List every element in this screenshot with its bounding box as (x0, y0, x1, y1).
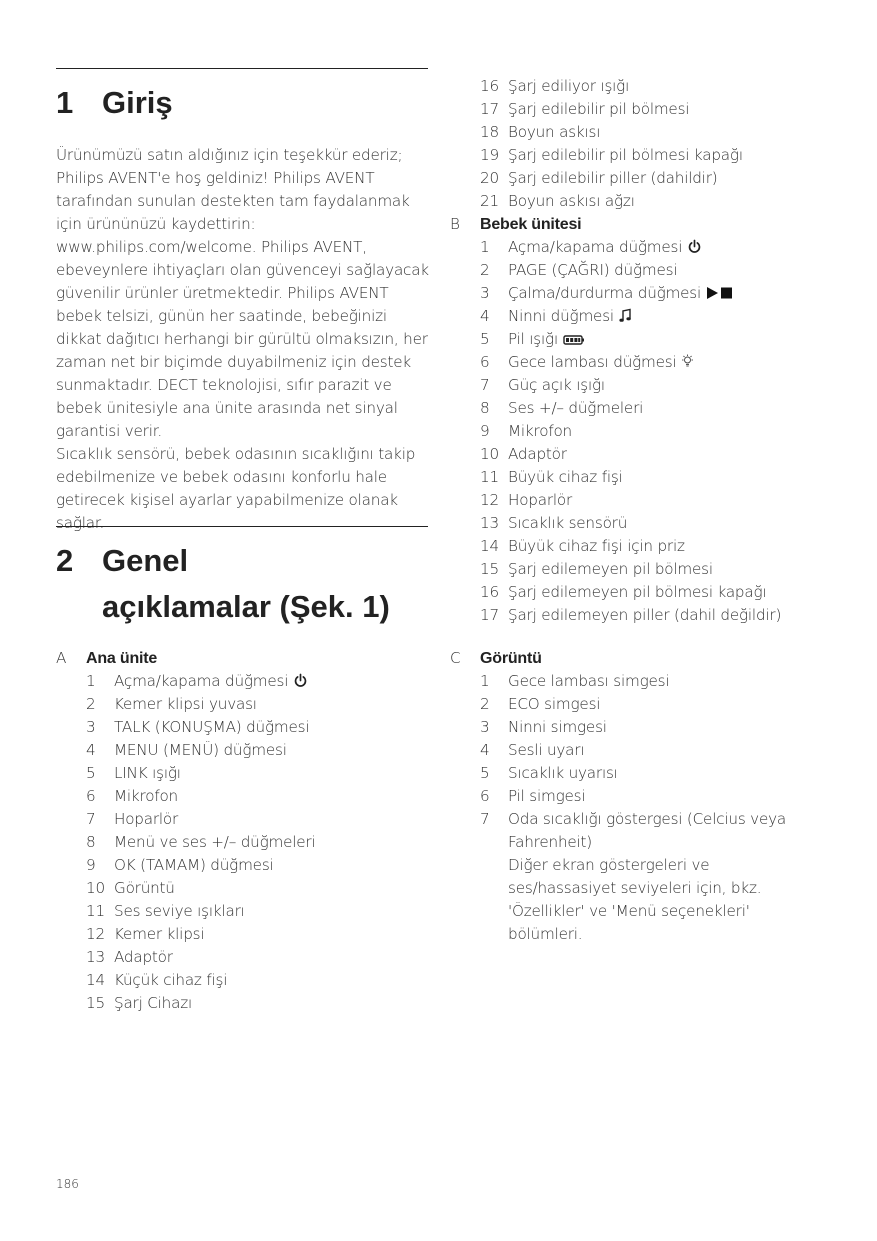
part-c-list (450, 670, 800, 946)
intro-paragraph-1: Ürünümüzü satın aldığınız için teşekkür ederiz; Philips AVENT'e hoş geldiniz! Philips AVENT tarafından sunulan destekten tam faydalanmak için ürününüzü kaydettirin: www.philips.com/welcome. Philips AVENT, ebeveynlere ihtiyaçları olan güvenceyi sağlayacak güvenilir ürünler üretmektedir. Philips AVENT bebek telsizi, günün her saatinde, bebeğinizi dikkat dağıtıcı herhangi bir gürültü olmaksızın, her zaman net bir biçimde duyabilmeniz için destek sunmaktadır. DECT teknolojisi, sıfır parazit ve bebek ünitesiyle ana ünite arasında net sinyal garantisi verir. (56, 146, 429, 440)
item-text: Şarj ediliyor ışığı (508, 77, 630, 95)
part-c (450, 647, 800, 946)
list-item (56, 693, 436, 716)
item-number: 14 (86, 971, 105, 989)
list-item (56, 785, 436, 808)
list-item (450, 558, 850, 581)
item-number: 2 (86, 695, 96, 713)
item-text: Şarj edilemeyen piller (dahil değildir) (508, 606, 782, 624)
part-c-title: Görüntü (480, 650, 542, 667)
list-item (56, 969, 436, 992)
list-item (450, 144, 850, 167)
item-text: Açma/kapama düğmesi (114, 672, 289, 690)
item-text: Mikrofon (508, 422, 572, 440)
list-item (450, 785, 800, 808)
section-2-heading (56, 538, 390, 630)
item-text: Adaptör (114, 948, 173, 966)
list-item (450, 535, 850, 558)
part-b-title: Bebek ünitesi (480, 216, 582, 233)
list-item (56, 831, 436, 854)
section-1-heading (56, 80, 173, 126)
item-number: 5 (480, 330, 490, 348)
item-text: Sesli uyarı (508, 741, 585, 759)
part-a-continued (450, 75, 850, 213)
list-item (450, 420, 850, 443)
item-text: Sıcaklık uyarısı (508, 764, 618, 782)
item-number: 1 (86, 672, 96, 690)
item-text: Şarj edilebilir pil bölmesi kapağı (508, 146, 743, 164)
item-text: Oda sıcaklığı göstergesi (Celcius veya Fahrenheit) (508, 810, 786, 851)
list-item (450, 190, 850, 213)
part-a-title: Ana ünite (86, 650, 158, 667)
item-text: PAGE (ÇAĞRI) düğmesi (508, 261, 678, 279)
item-number: 7 (86, 810, 96, 828)
item-number: 3 (480, 284, 490, 302)
item-number: 7 (480, 376, 490, 394)
item-number: 13 (86, 948, 105, 966)
part-c-heading (450, 647, 800, 670)
list-item (450, 236, 850, 259)
item-number: 6 (86, 787, 96, 805)
list-item (450, 670, 800, 693)
list-item (56, 670, 436, 693)
item-note: Diğer ekran göstergeleri ve ses/hassasiyet seviyeleri için, bkz. 'Özellikler' ve 'Menü seçenekleri' bölümleri. (508, 856, 762, 943)
list-item (450, 305, 850, 328)
part-a-list-continued (450, 75, 850, 213)
item-text: TALK (KONUŞMA) düğmesi (114, 718, 310, 736)
list-item (450, 489, 850, 512)
item-text: ECO simgesi (508, 695, 601, 713)
list-item (450, 604, 850, 627)
list-item (56, 808, 436, 831)
item-number: 3 (480, 718, 490, 736)
part-a-letter: A (56, 649, 67, 667)
item-number: 10 (86, 879, 105, 897)
section-2-title-line-2: açıklamalar (Şek. 1) (102, 589, 390, 624)
item-text: Büyük cihaz fişi için priz (508, 537, 685, 555)
item-text: Görüntü (114, 879, 175, 897)
part-c-letter: C (450, 649, 461, 667)
list-item (56, 762, 436, 785)
item-number: 8 (86, 833, 96, 851)
list-item (450, 716, 800, 739)
list-item (450, 75, 850, 98)
list-item (450, 259, 850, 282)
item-number: 16 (480, 583, 499, 601)
list-item (450, 762, 800, 785)
list-item (56, 716, 436, 739)
item-text: Şarj edilebilir piller (dahildir) (508, 169, 718, 187)
list-item (450, 693, 800, 716)
item-number: 4 (86, 741, 96, 759)
play-stop-icon (706, 284, 734, 302)
item-number: 5 (86, 764, 96, 782)
item-text: Pil ışığı (508, 330, 558, 348)
night-light-icon (681, 353, 694, 371)
part-b-heading (450, 213, 850, 236)
part-a (56, 647, 436, 1015)
item-text: Açma/kapama düğmesi (508, 238, 683, 256)
list-item (56, 877, 436, 900)
part-a-list (56, 670, 436, 1015)
list-item (56, 854, 436, 877)
item-text: Büyük cihaz fişi (508, 468, 623, 486)
list-item (56, 946, 436, 969)
list-item (56, 900, 436, 923)
section-1-rule (56, 68, 428, 69)
item-number: 15 (480, 560, 499, 578)
item-text: Mikrofon (114, 787, 178, 805)
power-icon (687, 238, 702, 256)
item-text: Gece lambası düğmesi (508, 353, 677, 371)
item-number: 4 (480, 307, 490, 325)
item-number: 2 (480, 261, 490, 279)
item-text: Ses seviye ışıkları (114, 902, 245, 920)
item-text: MENU (MENÜ) düğmesi (114, 741, 287, 759)
list-item (450, 739, 800, 762)
item-number: 3 (86, 718, 96, 736)
item-number: 8 (480, 399, 490, 417)
item-number: 14 (480, 537, 499, 555)
item-text: Boyun askısı ağzı (508, 192, 635, 210)
item-number: 16 (480, 77, 499, 95)
section-2-rule (56, 526, 428, 527)
list-item (450, 397, 850, 420)
item-text: Küçük cihaz fişi (114, 971, 228, 989)
item-number: 20 (480, 169, 499, 187)
item-text: Ninni simgesi (508, 718, 607, 736)
item-text: Pil simgesi (508, 787, 586, 805)
item-text: Çalma/durdurma düğmesi (508, 284, 702, 302)
item-text: Adaptör (508, 445, 567, 463)
item-text: Şarj edilemeyen pil bölmesi (508, 560, 713, 578)
section-2-number: 2 (56, 543, 74, 578)
item-text: LINK ışığı (114, 764, 181, 782)
list-item (450, 328, 850, 351)
item-text: Menü ve ses +/– düğmeleri (114, 833, 316, 851)
list-item (450, 98, 850, 121)
list-item (450, 282, 850, 305)
list-item (450, 466, 850, 489)
item-number: 17 (480, 606, 499, 624)
item-number: 17 (480, 100, 499, 118)
item-text: Şarj Cihazı (114, 994, 192, 1012)
item-text: Ses +/– düğmeleri (508, 399, 644, 417)
music-note-icon (619, 307, 632, 325)
item-number: 9 (86, 856, 96, 874)
list-item (56, 923, 436, 946)
list-item (450, 443, 850, 466)
item-number: 11 (480, 468, 499, 486)
section-1-title: Giriş (102, 85, 173, 120)
item-text: Sıcaklık sensörü (508, 514, 628, 532)
item-number: 5 (480, 764, 490, 782)
intro-paragraph-2: Sıcaklık sensörü, bebek odasının sıcaklığını takip edebilmenize ve bebek odasını konforlu hale getirecek kişisel ayarlar yapabilmenize olanak sağlar. (56, 445, 416, 532)
item-number: 7 (480, 810, 490, 828)
list-item (450, 581, 850, 604)
list-item (450, 808, 800, 946)
item-text: OK (TAMAM) düğmesi (114, 856, 274, 874)
page-number: 186 (56, 1177, 79, 1191)
item-text: Güç açık ışığı (508, 376, 605, 394)
list-item (450, 121, 850, 144)
item-number: 9 (480, 422, 490, 440)
item-number: 15 (86, 994, 105, 1012)
part-a-heading (56, 647, 436, 670)
item-text: Şarj edilebilir pil bölmesi (508, 100, 690, 118)
item-text: Kemer klipsi yuvası (114, 695, 257, 713)
item-number: 10 (480, 445, 499, 463)
item-number: 1 (480, 238, 490, 256)
item-number: 1 (480, 672, 490, 690)
section-1-number: 1 (56, 85, 74, 120)
part-b-letter: B (450, 215, 460, 233)
section-2-title-line-1: Genel (102, 543, 189, 578)
item-text: Şarj edilemeyen pil bölmesi kapağı (508, 583, 767, 601)
intro-text (56, 144, 436, 535)
item-number: 12 (480, 491, 499, 509)
item-number: 21 (480, 192, 499, 210)
item-number: 12 (86, 925, 105, 943)
item-text: Hoparlör (508, 491, 573, 509)
item-number: 11 (86, 902, 105, 920)
item-text: Ninni düğmesi (508, 307, 614, 325)
battery-icon (563, 330, 585, 348)
part-b-list (450, 236, 850, 627)
list-item (450, 374, 850, 397)
item-text: Hoparlör (114, 810, 179, 828)
item-number: 4 (480, 741, 490, 759)
list-item (450, 167, 850, 190)
item-number: 6 (480, 353, 490, 371)
item-text: Boyun askısı (508, 123, 601, 141)
item-number: 19 (480, 146, 499, 164)
item-number: 18 (480, 123, 499, 141)
power-icon (293, 672, 308, 690)
list-item (56, 992, 436, 1015)
item-text: Gece lambası simgesi (508, 672, 670, 690)
item-number: 2 (480, 695, 490, 713)
part-b (450, 213, 850, 627)
list-item (450, 351, 850, 374)
item-number: 13 (480, 514, 499, 532)
list-item (56, 739, 436, 762)
item-text: Kemer klipsi (114, 925, 205, 943)
item-number: 6 (480, 787, 490, 805)
list-item (450, 512, 850, 535)
